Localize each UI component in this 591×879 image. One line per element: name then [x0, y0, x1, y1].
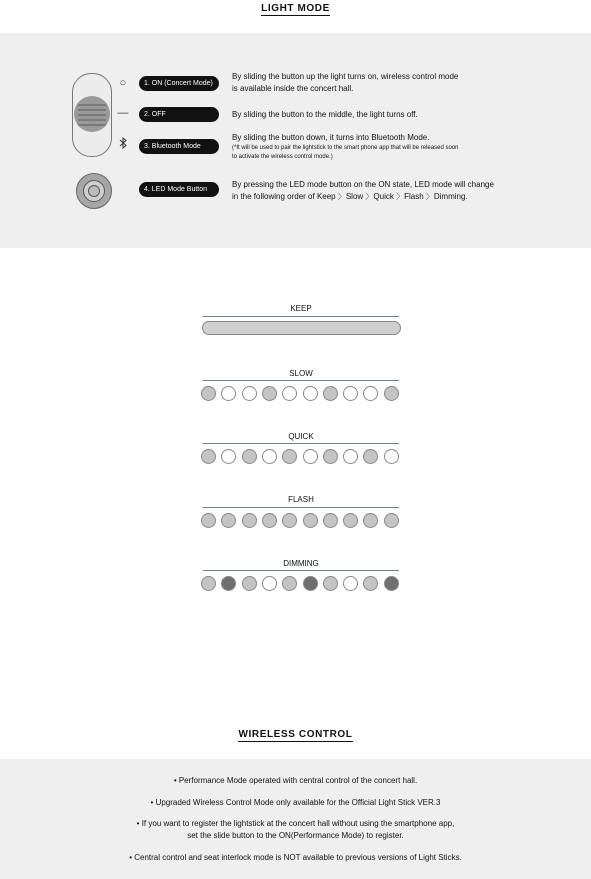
bluetooth-icon-svg — [119, 137, 128, 149]
light-dot-gray — [201, 513, 216, 528]
pattern-dots-slow — [201, 386, 401, 401]
pattern-title-dimming: DIMMING — [283, 559, 319, 568]
light-dot-gray — [323, 449, 338, 464]
light-dot-gray — [303, 513, 318, 528]
mode-description-on: By sliding the button up the light turns on, wireless control mode is available inside the concert hall. — [232, 72, 459, 93]
light-dot-white — [221, 386, 236, 401]
light-dot-gray — [323, 513, 338, 528]
pattern-divider — [203, 316, 399, 317]
pattern-title-slow: SLOW — [289, 369, 313, 378]
light-dot-gray — [282, 449, 297, 464]
wireless-bullet: • Performance Mode operated with central control of the concert hall. — [173, 776, 418, 785]
light-dot-white — [363, 386, 378, 401]
pattern-divider — [203, 443, 399, 444]
light-dot-gray — [323, 576, 338, 591]
light-dot-gray — [242, 513, 257, 528]
light-dot-white — [343, 386, 358, 401]
pattern-title-flash: FLASH — [288, 495, 314, 504]
light-dot-white — [343, 576, 358, 591]
mode-label-led-button: 4. LED Mode Button — [139, 182, 219, 197]
light-dot-white — [303, 386, 318, 401]
light-dot-gray — [201, 576, 216, 591]
pattern-dots-quick — [201, 449, 401, 464]
mode-label-bluetooth: 3. Bluetooth Mode — [139, 139, 219, 154]
light-dot-white — [242, 386, 257, 401]
wireless-bullet: • Upgraded Wireless Control Mode only available for the Official Light Stick VER.3 — [150, 798, 441, 807]
light-dot-gray — [343, 513, 358, 528]
slide-switch-knob — [74, 96, 110, 132]
off-symbol-icon: — — [117, 107, 129, 119]
pattern-dots-flash — [201, 513, 401, 528]
light-dot-white — [384, 449, 399, 464]
light-dot-gray — [323, 386, 338, 401]
light-dot-gray — [242, 449, 257, 464]
light-dot-gray — [282, 513, 297, 528]
pattern-divider — [203, 570, 399, 571]
mode-description-off: By sliding the button to the middle, the light turns off. — [232, 110, 418, 119]
light-dot-white — [343, 449, 358, 464]
light-dot-white — [303, 449, 318, 464]
mode-description-led-button: By pressing the LED mode button on the ON state, LED mode will change in the following order of Keep 〉Slow 〉Quick 〉Flash 〉Dimming. — [232, 180, 494, 201]
light-dot-dark — [221, 576, 236, 591]
pattern-title-keep: KEEP — [290, 304, 312, 313]
light-dot-gray — [363, 449, 378, 464]
on-symbol-icon: ○ — [119, 77, 127, 89]
light-dot-white — [262, 449, 277, 464]
pattern-divider — [203, 507, 399, 508]
light-dot-gray — [262, 513, 277, 528]
mode-description-bluetooth: By sliding the button down, it turns into Bluetooth Mode. (*It will be used to pair the lightstick to the smart phone app that will be released soon to activate the wireless control mode.) — [232, 133, 459, 160]
bluetooth-icon — [116, 137, 130, 152]
light-dot-gray — [242, 576, 257, 591]
pattern-divider — [203, 380, 399, 381]
light-dot-gray — [363, 576, 378, 591]
wireless-bullet: • If you want to register the lightstick at the concert hall without using the smartphone app, set the slide button to the ON(Performance Mode) to register. — [136, 819, 455, 840]
wireless-bullet: • Central control and seat interlock mode is NOT available to previous versions of Light Sticks. — [129, 853, 462, 862]
light-dot-gray — [282, 576, 297, 591]
light-dot-gray — [201, 449, 216, 464]
led-mode-button-illustration — [76, 173, 112, 209]
keep-light-bar — [202, 321, 401, 335]
mode-label-on: 1. ON (Concert Mode) — [139, 76, 219, 91]
light-mode-title — [0, 3, 591, 16]
light-dot-gray — [384, 386, 399, 401]
light-mode-title-text: LIGHT MODE — [261, 3, 330, 14]
light-dot-dark — [303, 576, 318, 591]
wireless-control-title — [0, 729, 591, 742]
light-dot-gray — [201, 386, 216, 401]
light-dot-gray — [262, 386, 277, 401]
mode-label-off: 2. OFF — [139, 107, 219, 122]
light-dot-gray — [384, 513, 399, 528]
pattern-title-quick: QUICK — [288, 432, 314, 441]
light-dot-white — [282, 386, 297, 401]
pattern-dots-dimming — [201, 576, 401, 591]
light-dot-white — [221, 449, 236, 464]
light-dot-white — [262, 576, 277, 591]
light-dot-gray — [221, 513, 236, 528]
light-dot-gray — [363, 513, 378, 528]
light-dot-dark — [384, 576, 399, 591]
wireless-control-title-text: WIRELESS CONTROL — [238, 729, 353, 740]
